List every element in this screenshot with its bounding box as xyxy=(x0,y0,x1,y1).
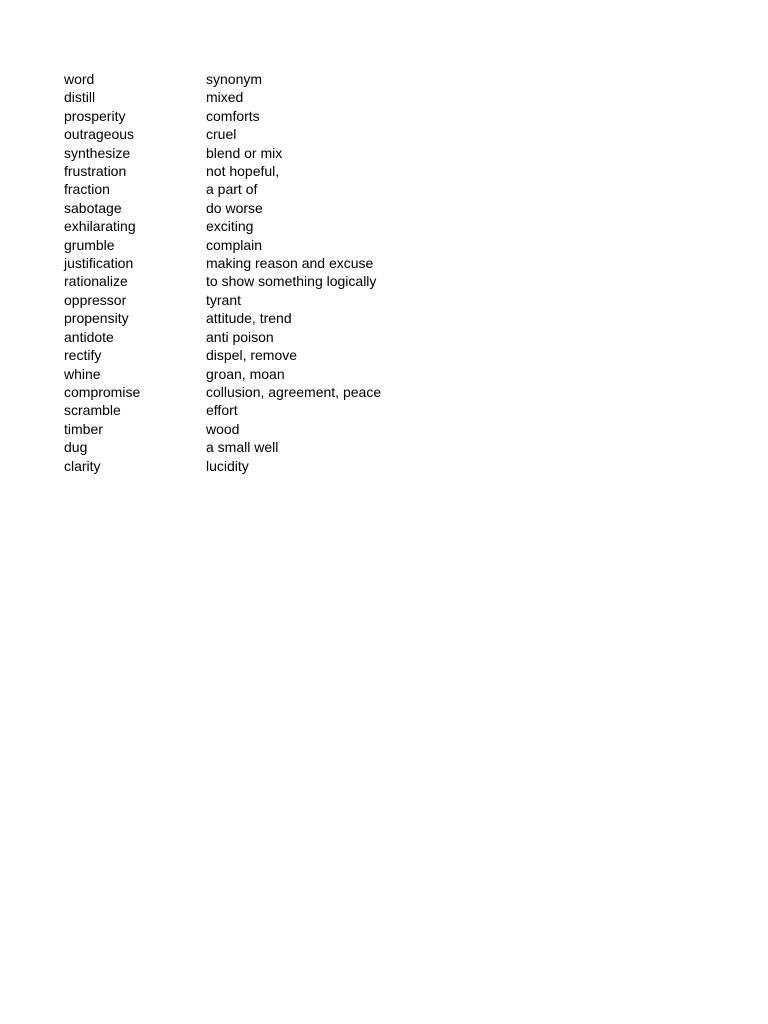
word-cell: distill xyxy=(64,89,96,106)
synonym-cell: dispel, remove xyxy=(206,347,298,364)
synonym-cell: mixed xyxy=(206,89,244,106)
table-row xyxy=(64,180,424,198)
word-cell: antidote xyxy=(64,328,114,345)
table-row xyxy=(64,365,424,383)
word-synonym-sheet xyxy=(64,70,424,475)
synonym-cell: cruel xyxy=(206,126,237,143)
table-row xyxy=(64,125,424,143)
table-row xyxy=(64,291,424,309)
word-synonym-table xyxy=(64,70,424,475)
word-cell: clarity xyxy=(64,457,101,474)
word-cell: exhilarating xyxy=(64,218,136,235)
word-cell: oppressor xyxy=(64,291,127,308)
table-row xyxy=(64,144,424,162)
word-cell: rationalize xyxy=(64,273,128,290)
table-row xyxy=(64,328,424,346)
header-word: word xyxy=(64,71,95,87)
word-cell: dug xyxy=(64,439,88,456)
synonym-cell: comforts xyxy=(206,107,260,124)
word-cell: propensity xyxy=(64,310,129,327)
word-cell: justification xyxy=(64,255,134,272)
table-row xyxy=(64,254,424,272)
synonym-cell: blend or mix xyxy=(206,144,283,161)
synonym-cell: groan, moan xyxy=(206,365,285,382)
synonym-cell: tyrant xyxy=(206,291,242,308)
synonym-cell: a small well xyxy=(206,439,279,456)
word-cell: fraction xyxy=(64,181,110,198)
table-header-row xyxy=(64,70,424,88)
table-row xyxy=(64,107,424,125)
word-cell: grumble xyxy=(64,236,115,253)
table-row xyxy=(64,309,424,327)
synonym-cell: not hopeful, xyxy=(206,163,280,180)
synonym-cell: effort xyxy=(206,402,238,419)
word-cell: timber xyxy=(64,420,103,437)
word-cell: whine xyxy=(64,365,101,382)
synonym-cell: to show something logically xyxy=(206,273,377,290)
synonym-cell: do worse xyxy=(206,199,263,216)
table-row xyxy=(64,420,424,438)
table-row xyxy=(64,199,424,217)
synonym-cell: exciting xyxy=(206,218,254,235)
word-cell: sabotage xyxy=(64,199,122,216)
word-cell: rectify xyxy=(64,347,102,364)
table-row xyxy=(64,457,424,475)
table-row xyxy=(64,272,424,290)
synonym-cell: lucidity xyxy=(206,457,249,474)
word-cell: frustration xyxy=(64,163,127,180)
table-row xyxy=(64,401,424,419)
synonym-cell: attitude, trend xyxy=(206,310,292,327)
header-synonym: synonym xyxy=(206,71,263,87)
synonym-cell: wood xyxy=(206,420,240,437)
table-row xyxy=(64,383,424,401)
synonym-cell: complain xyxy=(206,236,263,253)
table-row xyxy=(64,162,424,180)
table-row xyxy=(64,438,424,456)
table-row xyxy=(64,88,424,106)
word-cell: outrageous xyxy=(64,126,135,143)
word-cell: synthesize xyxy=(64,144,131,161)
word-cell: scramble xyxy=(64,402,121,419)
synonym-cell: a part of xyxy=(206,181,258,198)
word-cell: prosperity xyxy=(64,107,126,124)
table-row xyxy=(64,217,424,235)
synonym-cell: collusion, agreement, peace xyxy=(206,383,382,400)
synonym-cell: anti poison xyxy=(206,328,274,345)
synonym-cell: making reason and excuse xyxy=(206,255,374,272)
word-cell: compromise xyxy=(64,383,141,400)
table-row xyxy=(64,346,424,364)
table-row xyxy=(64,236,424,254)
